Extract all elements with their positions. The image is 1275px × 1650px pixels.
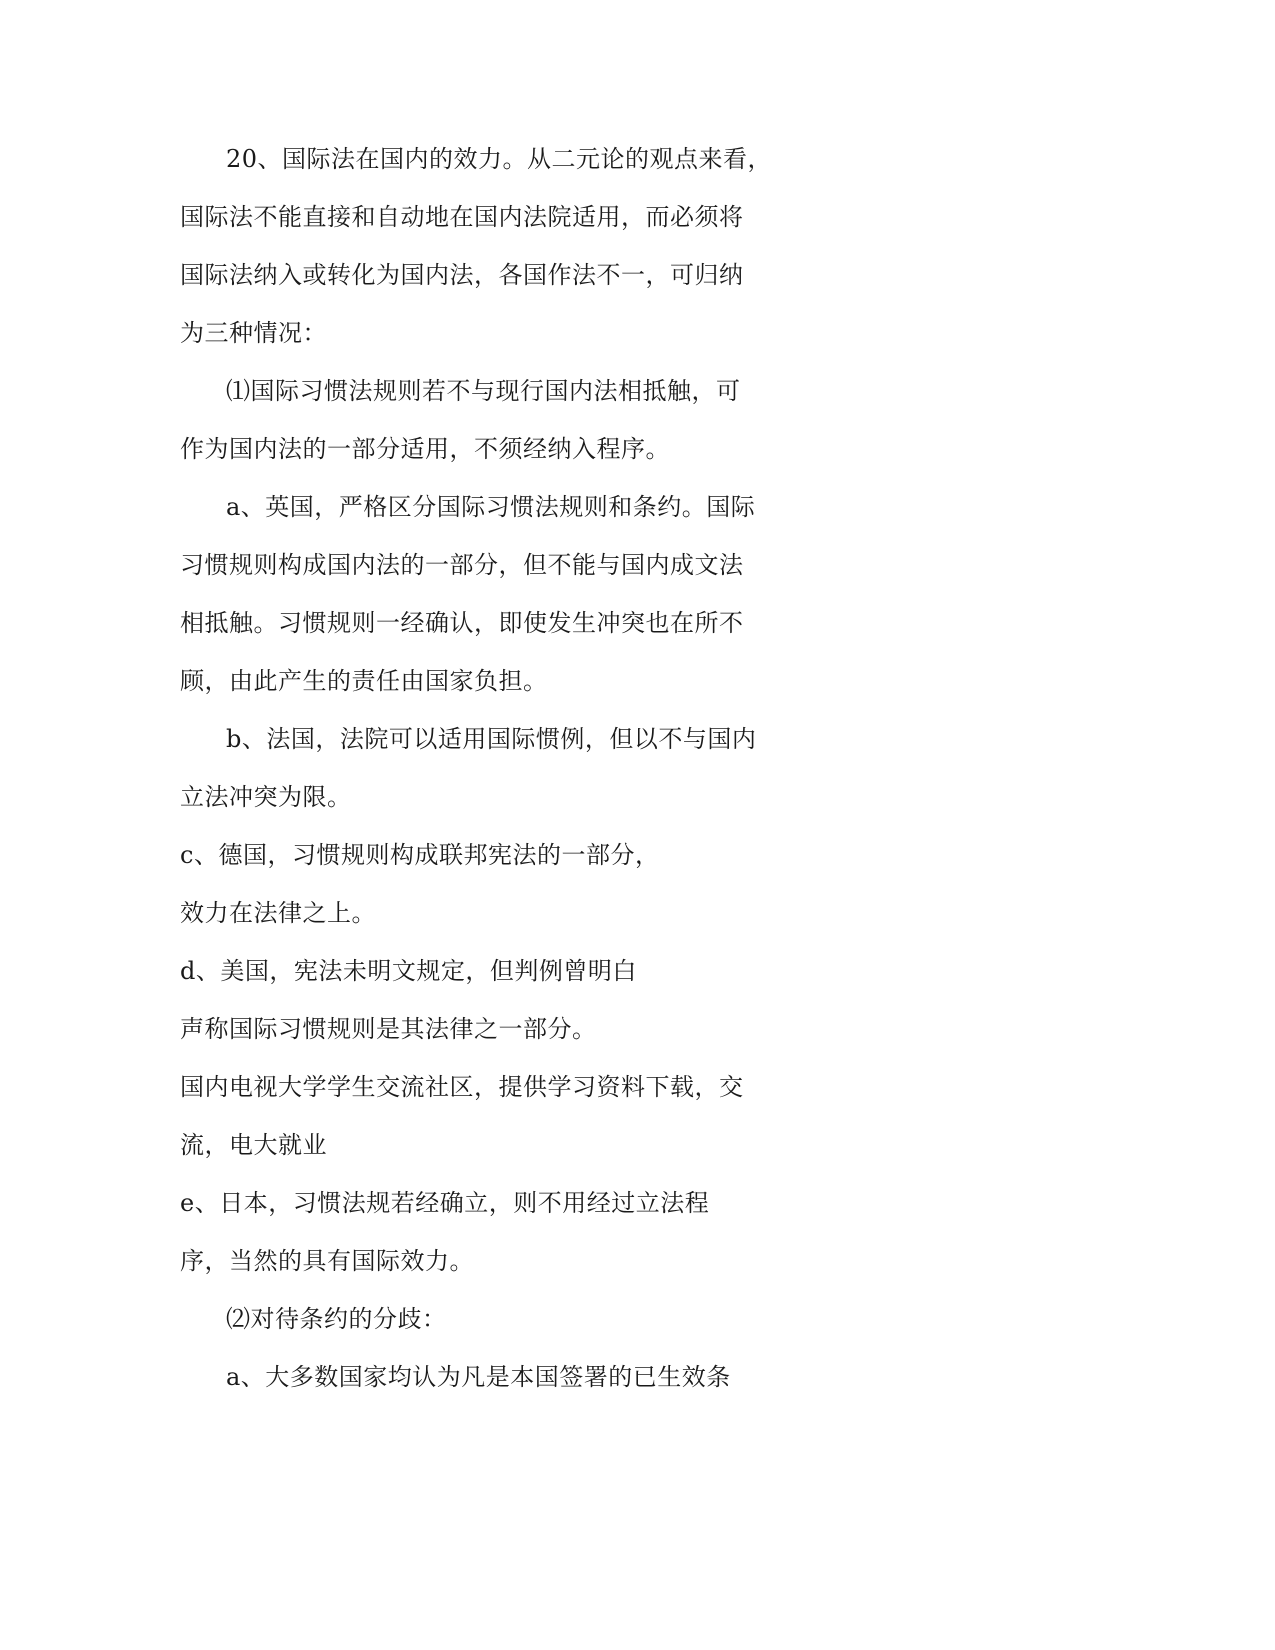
paragraph-line: 习惯规则构成国内法的一部分，但不能与国内成文法 [180,551,744,579]
paragraph-line: 相抵触。习惯规则一经确认，即使发生冲突也在所不 [180,609,744,637]
paragraph-line: 作为国内法的一部分适用，不须经纳入程序。 [180,435,670,463]
paragraph-line: 效力在法律之上。 [180,899,376,927]
paragraph-line: 立法冲突为限。 [180,783,352,811]
paragraph-line: ⑴国际习惯法规则若不与现行国内法相抵触，可 [226,377,741,405]
paragraph-line: ⑵对待条约的分歧： [226,1305,447,1333]
paragraph-line: e、日本，习惯法规若经确立，则不用经过立法程 [180,1189,710,1217]
paragraph-line: 流，电大就业 [180,1131,327,1159]
paragraph-line: 国际法纳入或转化为国内法，各国作法不一，可归纳 [180,261,744,289]
paragraph-line: b、法国，法院可以适用国际惯例，但以不与国内 [226,725,757,753]
paragraph-line: 国际法不能直接和自动地在国内法院适用，而必须将 [180,203,744,231]
paragraph-line: 为三种情况： [180,319,327,347]
paragraph-line: 序，当然的具有国际效力。 [180,1247,474,1275]
paragraph-line: 20、国际法在国内的效力。从二元论的观点来看， [226,145,773,173]
paragraph-line: d、美国，宪法未明文规定，但判例曾明白 [180,957,637,985]
paragraph-line: 国内电视大学学生交流社区，提供学习资料下载，交 [180,1073,744,1101]
paragraph-line: a、英国，严格区分国际习惯法规则和条约。国际 [226,493,756,521]
paragraph-line: c、德国，习惯规则构成联邦宪法的一部分， [180,841,660,869]
paragraph-line: a、大多数国家均认为凡是本国签署的已生效条 [226,1363,731,1391]
paragraph-line: 顾，由此产生的责任由国家负担。 [180,667,548,695]
paragraph-line: 声称国际习惯规则是其法律之一部分。 [180,1015,597,1043]
